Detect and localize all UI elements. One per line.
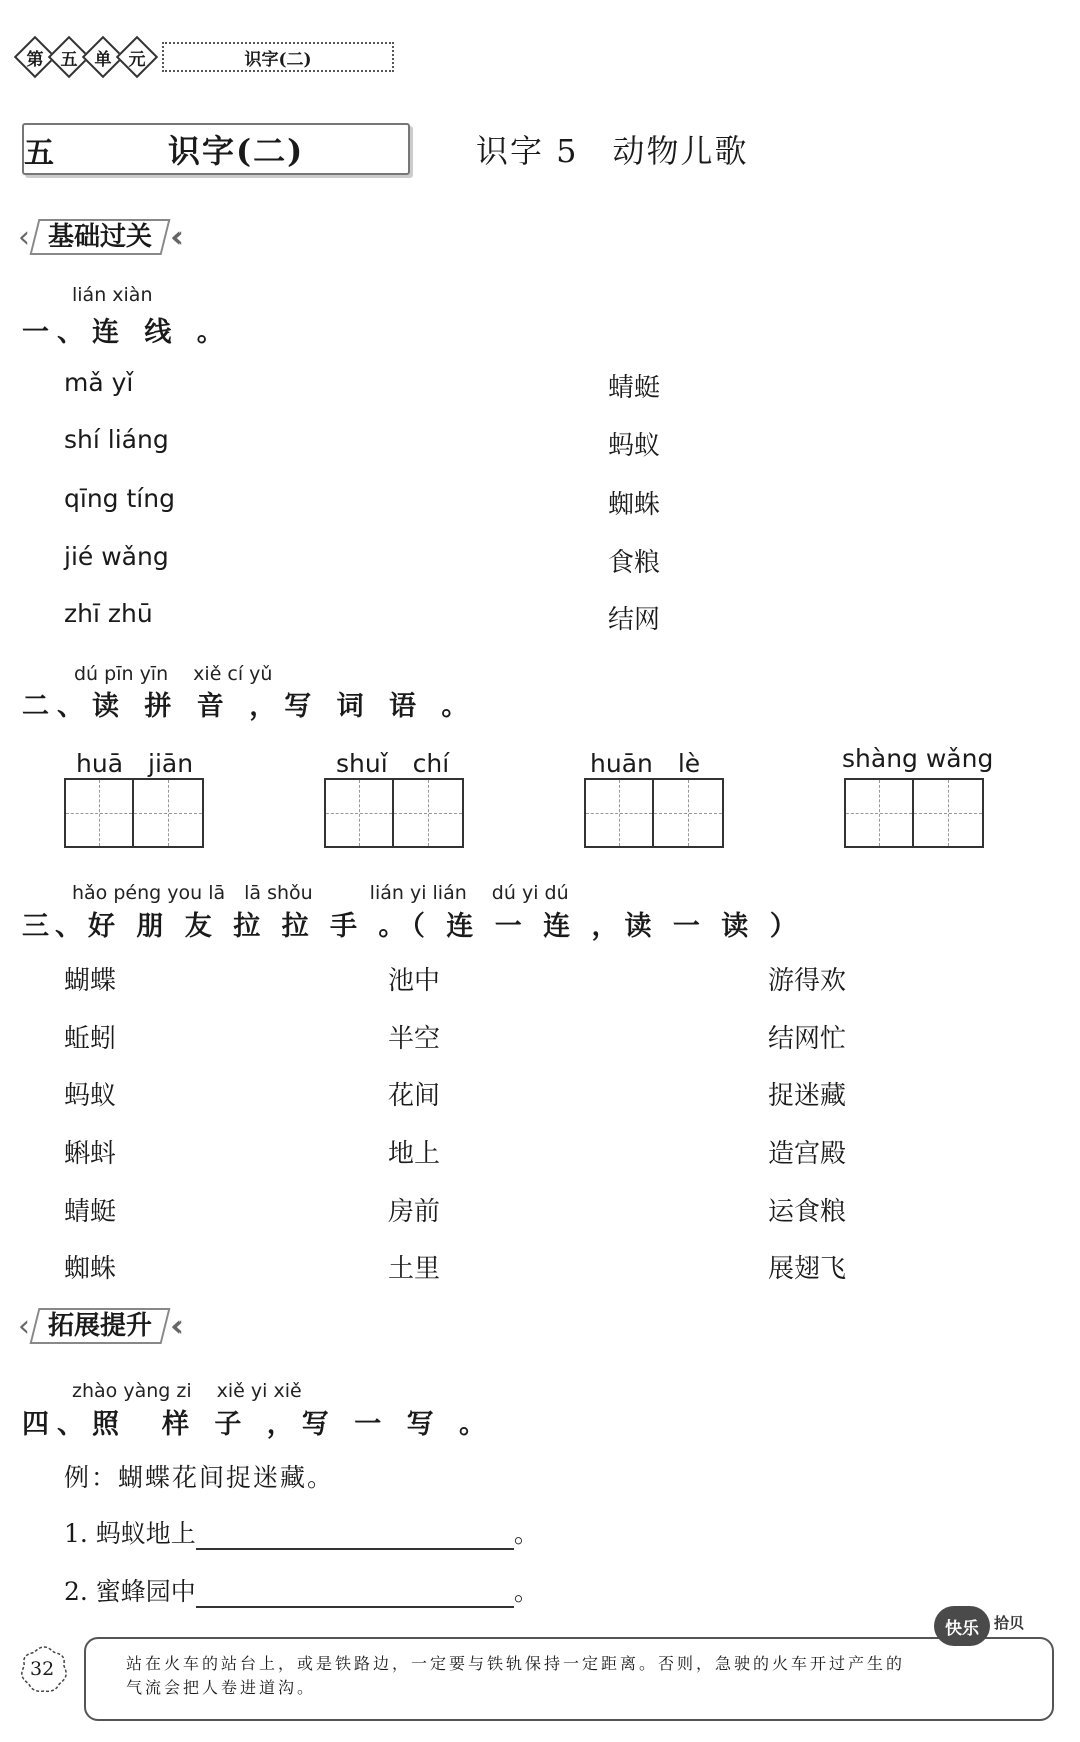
writing-grid[interactable]	[324, 778, 464, 848]
q1-left-item: qīng tíng	[64, 484, 175, 513]
q2-item-pinyin: shuǐ chí	[336, 749, 450, 778]
writing-cell[interactable]	[134, 778, 204, 848]
writing-cell[interactable]	[914, 778, 984, 848]
answer-line[interactable]	[196, 1518, 514, 1550]
q4-pinyin: zhào yàng zi xiě yi xiě	[72, 1380, 302, 1402]
writing-cell[interactable]	[654, 778, 724, 848]
q4-item	[64, 1514, 539, 1550]
q3-col1-item: 蚯蚓	[64, 1024, 117, 1054]
q1-pinyin: lián xiàn	[72, 284, 153, 306]
q3-col3-item: 展翅飞	[768, 1254, 847, 1284]
banner-label: 基础过关	[48, 222, 153, 252]
q3-pinyin: hǎo péng you lā lā shǒu lián yi lián dú yi dú	[72, 882, 569, 904]
q3-col3-item: 结网忙	[768, 1024, 847, 1054]
q3-col1-item: 蚂蚁	[64, 1081, 117, 1111]
footer-tip: 站在火车的站台上，或是铁路边，一定要与铁轨保持一定距离。否则，急驶的火车开过产生的气流会把人卷进道沟。	[126, 1654, 906, 1697]
q1-right-item: 蜻蜓	[608, 373, 661, 403]
q1-left-item: mǎ yǐ	[64, 368, 134, 397]
q3-col2-item: 半空	[388, 1024, 441, 1054]
q2-item-pinyin: huā jiān	[76, 749, 194, 778]
q4-title: 四、照 样 子 ，写 一 写 。	[22, 1409, 494, 1440]
q2-item-pinyin: huān lè	[590, 749, 701, 778]
brand-logo	[934, 1606, 1038, 1652]
q3-col1-item: 蜘蛛	[64, 1254, 117, 1284]
q3-col3-item: 捉迷藏	[768, 1081, 847, 1111]
q3-col1-item: 蜻蜓	[64, 1197, 117, 1227]
q2-title: 二、读 拼 音 ，写 词 语 。	[22, 691, 477, 722]
unit-char: 五	[48, 36, 90, 78]
q1-right-item: 食粮	[608, 548, 661, 578]
q3-col2-item: 地上	[388, 1139, 441, 1169]
chevron-left-icon: ‹	[18, 1308, 30, 1344]
unit-char: 单	[82, 36, 124, 78]
q3-col3-item: 造宫殿	[768, 1139, 847, 1169]
answer-line[interactable]	[196, 1576, 514, 1608]
title-number: 五	[24, 136, 54, 171]
q4-item	[64, 1572, 539, 1608]
q3-col2-item: 池中	[388, 966, 441, 996]
double-chevron-left-icon: ‹‹	[170, 219, 175, 255]
section-banner-extend	[18, 1308, 174, 1344]
q1-left-item: shí liáng	[64, 425, 169, 454]
q4-example: 例：蝴蝶花间捉迷藏。	[64, 1463, 335, 1492]
chevron-left-icon: ‹	[18, 219, 30, 255]
q3-col2-item: 房前	[388, 1197, 441, 1227]
q3-col2-item: 土里	[388, 1254, 441, 1284]
q4-item-prefix: 1. 蚂蚁地上	[64, 1519, 196, 1548]
q1-right-item: 结网	[608, 605, 661, 635]
unit-chars	[20, 42, 152, 72]
writing-grid[interactable]	[64, 778, 204, 848]
q1-left-item: jié wǎng	[64, 542, 169, 571]
writing-grid[interactable]	[584, 778, 724, 848]
logo-side-text: 拾贝	[994, 1614, 1025, 1632]
title-name: 识字(二)	[168, 132, 305, 170]
section-banner-basic	[18, 219, 174, 255]
writing-cell[interactable]	[324, 778, 394, 848]
q4-item-end: 。	[513, 1577, 539, 1606]
lesson-title: 识字 5 动物儿歌	[476, 132, 749, 170]
unit-char: 第	[14, 36, 56, 78]
unit-tag	[20, 40, 394, 74]
q1-title: 一、连 线 。	[22, 317, 232, 348]
unit-char: 元	[116, 36, 158, 78]
writing-cell[interactable]	[64, 778, 134, 848]
writing-cell[interactable]	[584, 778, 654, 848]
unit-label: 识字(二)	[162, 42, 394, 72]
q3-col3-item: 运食粮	[768, 1197, 847, 1227]
q1-right-item: 蚂蚁	[608, 431, 661, 461]
double-chevron-left-icon: ‹‹	[170, 1308, 175, 1344]
banner-label: 拓展提升	[48, 1311, 153, 1341]
q3-col1-item: 蝴蝶	[64, 966, 117, 996]
writing-cell[interactable]	[394, 778, 464, 848]
q3-title: 三、好 朋 友 拉 拉 手 。（ 连 一 连 ，读 一 读 ）	[22, 911, 803, 942]
q1-left-item: zhī zhū	[64, 599, 153, 628]
writing-cell[interactable]	[844, 778, 914, 848]
q2-item-pinyin: shàng wǎng	[842, 744, 994, 773]
page-number: 32	[30, 1658, 55, 1680]
q4-item-prefix: 2. 蜜蜂园中	[64, 1577, 196, 1606]
q3-col1-item: 蝌蚪	[64, 1139, 117, 1169]
q2-pinyin: dú pīn yīn xiě cí yǔ	[74, 663, 273, 685]
logo-badge: 快乐	[934, 1606, 990, 1646]
writing-grid[interactable]	[844, 778, 984, 848]
q1-right-item: 蜘蛛	[608, 490, 661, 520]
q3-col3-item: 游得欢	[768, 966, 847, 996]
q3-col2-item: 花间	[388, 1081, 441, 1111]
q4-item-end: 。	[513, 1519, 539, 1548]
